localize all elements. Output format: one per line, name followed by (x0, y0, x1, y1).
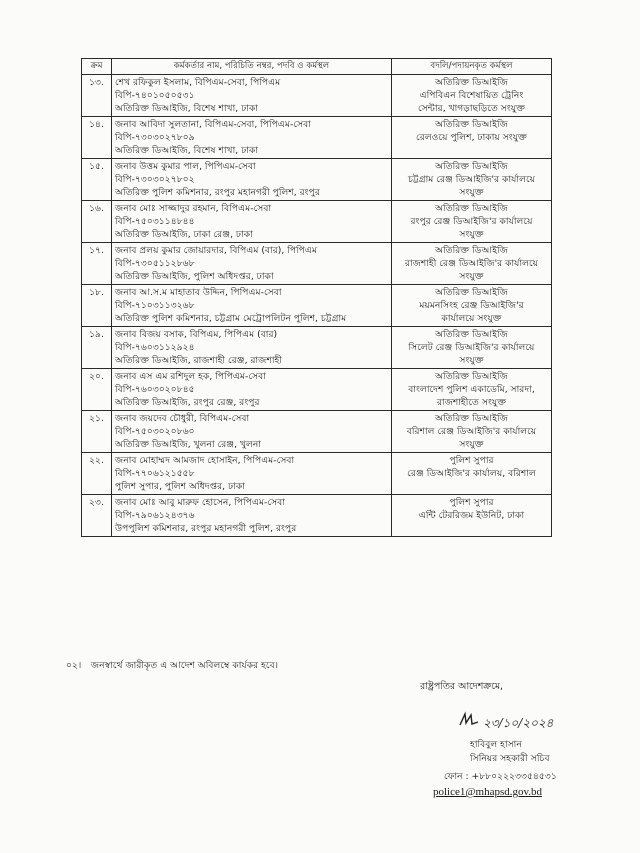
transfer-table (81, 58, 552, 537)
officer-cell (112, 285, 392, 327)
officer-name: জনাব মোঃ সাজ্জাদুর রহমান, বিপিএম-সেবা (115, 203, 272, 214)
paragraph-02 (66, 658, 278, 673)
posting-cell (392, 243, 552, 285)
row-serial: ১৩. (82, 75, 112, 117)
posting-designation: অতিরিক্ত ডিআইজি (435, 119, 508, 130)
posting-office-cont: সেন্টার, খাগড়াছড়িতে সংযুক্ত (417, 103, 526, 114)
officer-name: জনাব জয়দেব চৌধুরী, বিপিএম-সেবা (115, 413, 250, 424)
officer-cell (112, 159, 392, 201)
posting-designation: অতিরিক্ত ডিআইজি (435, 77, 508, 88)
table-row (82, 411, 552, 453)
posting-cell (392, 453, 552, 495)
officer-name: জনাব আ.স.ম মাহাতাব উদ্দিন, পিপিএম-সেবা (115, 287, 282, 298)
paragraph-number: ০২। (66, 660, 82, 671)
officer-bp-number: বিপি-৭৫০৩১১৪৮৪৪ (115, 216, 195, 227)
table-row (82, 369, 552, 411)
header-serial: ক্রম (82, 59, 112, 75)
posting-cell (392, 327, 552, 369)
handwritten-signature (463, 715, 553, 735)
officer-cell (112, 75, 392, 117)
posting-office-cont: কার্যালয়ে সংযুক্ত (441, 313, 502, 324)
officer-current-post: অতিরিক্ত ডিআইজি, রংপুর রেঞ্জ, রংপুর (115, 397, 260, 408)
posting-cell (392, 159, 552, 201)
officer-name: জনাব মোহাম্মদ আমজাদ হোসাইন, পিপিএম-সেবা (115, 455, 295, 466)
posting-cell (392, 75, 552, 117)
posting-office-cont: রাজশাহীতে সংযুক্ত (436, 397, 507, 408)
header-posting: বদলি/পদায়নকৃত কর্মস্থল (392, 59, 552, 75)
officer-cell (112, 369, 392, 411)
table-header-row (82, 59, 552, 75)
posting-designation: অতিরিক্ত ডিআইজি (435, 413, 508, 424)
posting-office-cont: সংযুক্ত (459, 355, 484, 366)
officer-current-post: অতিরিক্ত পুলিশ কমিশনার, রংপুর মহানগরী পুলিশ, রংপুর (115, 187, 320, 198)
signer-designation: সিনিয়র সহকারী সচিব (470, 753, 550, 764)
header-officer: কর্মকর্তার নাম, পরিচিতি নম্বর, পদবি ও কর্মস্থল (112, 59, 392, 75)
posting-office: বাংলাদেশ পুলিশ একাডেমি, সারদা, (408, 384, 535, 395)
officer-name: জনাব উত্তম কুমার পাল, পিপিএম-সেবা (115, 161, 256, 172)
table-row (82, 75, 552, 117)
posting-office: রাজশাহী রেঞ্জ ডিআইজি'র কার্যালয়ে (404, 258, 539, 269)
officer-current-post: অতিরিক্ত ডিআইজি, ঢাকা রেঞ্জ, ঢাকা (115, 229, 253, 240)
posting-office: রেঞ্জ ডিআইজি'র কার্যালয়, বরিশাল (407, 468, 536, 479)
officer-bp-number: বিপি-৭৯০৬১২৪৩৭৬ (115, 510, 195, 521)
officer-cell (112, 117, 392, 159)
posting-designation: পুলিশ সুপার (449, 497, 494, 508)
officer-bp-number: বিপি-৭৪০১০৫০৫৩১ (115, 90, 195, 101)
posting-designation: অতিরিক্ত ডিআইজি (435, 161, 508, 172)
officer-current-post: অতিরিক্ত পুলিশ কমিশনার, চট্টগ্রাম মেট্রোপলিটন পুলিশ, চট্টগ্রাম (115, 313, 347, 324)
posting-office-cont: সংযুক্ত (459, 187, 484, 198)
row-serial: ১৯. (82, 327, 112, 369)
table-row (82, 243, 552, 285)
posting-cell (392, 411, 552, 453)
paragraph-text: জনস্বার্থে জারীকৃত এ আদেশ অবিলম্বে কার্যকর হবে। (90, 660, 279, 671)
row-serial: ১৫. (82, 159, 112, 201)
row-serial: ১৪. (82, 117, 112, 159)
table-row (82, 285, 552, 327)
posting-cell (392, 369, 552, 411)
signature-date: ২৩/১০/২০২৪ (483, 716, 554, 730)
officer-name: জনাব বিজয় বসাক, বিপিএম, পিপিএম (বার) (115, 329, 278, 340)
posting-office: রেলওয়ে পুলিশ, ঢাকায় সংযুক্ত (416, 132, 527, 143)
posting-designation: অতিরিক্ত ডিআইজি (435, 203, 508, 214)
signer-email[interactable]: police1@mhapsd.gov.bd (433, 786, 543, 798)
table-row (82, 201, 552, 243)
officer-current-post: পুলিশ সুপার, পুলিশ অধিদপ্তর, ঢাকা (115, 481, 245, 492)
officer-cell (112, 201, 392, 243)
posting-cell (392, 117, 552, 159)
posting-office: বরিশাল রেঞ্জ ডিআইজি'র কার্যালয়ে (406, 426, 537, 437)
posting-office: রংপুর রেঞ্জ ডিআইজি'র কার্যালয়ে (410, 216, 533, 227)
row-serial: ১৮. (82, 285, 112, 327)
posting-cell (392, 285, 552, 327)
posting-office: এপিবিএন বিশেষায়িত ট্রেনিং (419, 90, 524, 101)
table-row (82, 495, 552, 537)
posting-designation: অতিরিক্ত ডিআইজি (435, 287, 508, 298)
signature-scribble-icon (458, 711, 480, 729)
officer-cell (112, 495, 392, 537)
officer-cell (112, 243, 392, 285)
officer-cell (112, 327, 392, 369)
row-serial: ২০. (82, 369, 112, 411)
order-line: রাষ্ট্রপতির আদেশক্রমে, (420, 681, 504, 692)
signer-block (470, 738, 550, 766)
table-row (82, 327, 552, 369)
posting-office: সিলেট রেঞ্জ ডিআইজি'র কার্যালয়ে (408, 342, 535, 353)
row-serial: ২৩. (82, 495, 112, 537)
posting-office: এন্টি টেররিজম ইউনিট, ঢাকা (418, 510, 525, 521)
officer-bp-number: বিপি-৭৬০৩০২০৮৪৫ (115, 384, 195, 395)
posting-office-cont: সংযুক্ত (459, 271, 484, 282)
officer-name: জনাব আবিদা সুলতানা, বিপিএম-সেবা, পিপিএম-সেবা (115, 119, 311, 130)
officer-current-post: উপপুলিশ কমিশনার, রংপুর মহানগরী পুলিশ, রংপুর (115, 523, 297, 534)
signer-name: হাবিবুল হাসান (470, 739, 522, 750)
officer-bp-number: বিপি-৭৩০৩০২৭৮০২ (115, 174, 195, 185)
row-serial: ১৭. (82, 243, 112, 285)
posting-designation: অতিরিক্ত ডিআইজি (435, 245, 508, 256)
officer-name: জনাব মোঃ আবু মারুফ হোসেন, পিপিএম-সেবা (115, 497, 285, 508)
posting-office-cont: সংযুক্ত (459, 439, 484, 450)
officer-cell (112, 453, 392, 495)
posting-office: চট্টগ্রাম রেঞ্জ ডিআইজি'র কার্যালয়ে (407, 174, 536, 185)
row-serial: ২১. (82, 411, 112, 453)
posting-designation: অতিরিক্ত ডিআইজি (435, 329, 508, 340)
officer-current-post: অতিরিক্ত ডিআইজি, রাজশাহী রেঞ্জ, রাজশাহী (115, 355, 282, 366)
officer-cell (112, 411, 392, 453)
posting-office: ময়মনসিংহ রেঞ্জ ডিআইজি'র (419, 300, 524, 311)
officer-current-post: অতিরিক্ত ডিআইজি, খুলনা রেঞ্জ, খুলনা (115, 439, 262, 450)
row-serial: ২২. (82, 453, 112, 495)
officer-name: জনাব এস এম রশিদুল হক, পিপিএম-সেবা (115, 371, 266, 382)
row-serial: ১৬. (82, 201, 112, 243)
officer-current-post: অতিরিক্ত ডিআইজি, বিশেষ শাখা, ঢাকা (115, 103, 259, 114)
officer-bp-number: বিপি-৭৭০৬১২১৫৫৮ (115, 468, 195, 479)
signer-phone: ফোন : +৮৮০২২২৩৩৫৪৫৩১ (444, 771, 557, 782)
officer-current-post: অতিরিক্ত ডিআইজি, পুলিশ অধিদপ্তর, ঢাকা (115, 271, 274, 282)
posting-designation: পুলিশ সুপার (449, 455, 494, 466)
officer-current-post: অতিরিক্ত ডিআইজি, বিশেষ শাখা, ঢাকা (115, 145, 259, 156)
officer-bp-number: বিপি-৭৩০৩০২৭৮০৯ (115, 132, 195, 143)
table-row (82, 117, 552, 159)
officer-name: শেখ রফিকুল ইসলাম, বিপিএম-সেবা, পিপিএম (115, 77, 281, 88)
officer-bp-number: বিপি-৭৫০৩০২০৮৬০ (115, 426, 195, 437)
table-row (82, 159, 552, 201)
posting-office-cont: সংযুক্ত (459, 229, 484, 240)
posting-designation: অতিরিক্ত ডিআইজি (435, 371, 508, 382)
table-row (82, 453, 552, 495)
officer-name: জনাব প্রলয় কুমার জোয়ারদার, বিপিএম (বার), পিপিএম (115, 245, 318, 256)
officer-bp-number: বিপি-৭৩০৫১১২৮৬৮ (115, 258, 195, 269)
officer-bp-number: বিপি-৭১০৩১১৩২৬৮ (115, 300, 195, 311)
officer-bp-number: বিপি-৭৬০৩১১২৯২৪ (115, 342, 195, 353)
posting-cell (392, 495, 552, 537)
posting-cell (392, 201, 552, 243)
